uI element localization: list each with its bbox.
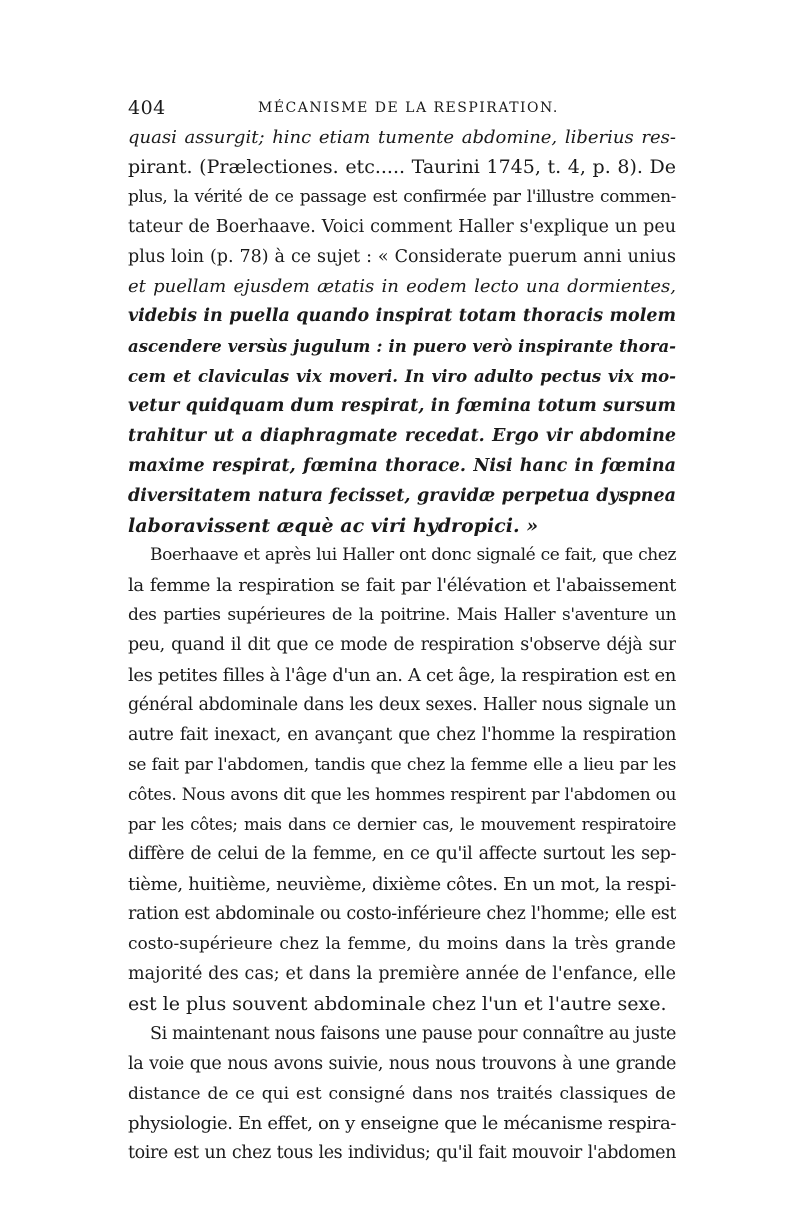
text-line: tième, huitième, neuvième, dixième côtes. En un mot, la respi- [128,874,676,896]
text-line: quasi assurgit; hinc etiam tumente abdomine, liberius res- [128,127,676,148]
text-line: tateur de Boerhaave. Voici comment Haller s'explique un peu [128,216,676,237]
text-line: et puellam ejusdem ætatis in eodem lecto una dormientes, [128,276,676,298]
text-line: des parties supérieures de la poitrine. Mais Haller s'aventure un [128,605,676,626]
text-line: distance de ce qui est consigné dans nos traités classiques de [128,1083,676,1104]
text-line: par les côtes; mais dans ce dernier cas, le mouvement respiratoire [128,815,676,835]
text-line: plus, la vérité de ce passage est confirmée par l'illustre commen- [128,186,676,207]
text-line: videbis in puella quando inspirat totam thoracis molem [128,306,676,327]
body-text [128,123,676,1169]
page-number: 404 [128,97,166,119]
text-line: majorité des cas; et dans la première année de l'enfance, elle [128,963,676,984]
text-line: Boerhaave et après lui Haller ont donc signalé ce fait, que chez [150,545,676,566]
text-line: costo-supérieure chez la femme, du moins dans la très grande [128,934,676,955]
text-line: est le plus souvent abdominale chez l'un et l'autre sexe. [128,992,667,1015]
text-line: autre fait inexact, en avançant que chez l'homme la respiration [128,724,676,745]
text-line: ascendere versùs jugulum : in puero verò inspirante thora- [128,337,676,357]
text-line: la voie que nous avons suivie, nous nous trouvons à une grande [128,1053,676,1074]
text-line: général abdominale dans les deux sexes. Haller nous signale un [128,694,676,715]
page-header [128,97,678,121]
text-line: peu, quand il dit que ce mode de respiration s'observe déjà sur [128,635,676,656]
text-line: côtes. Nous avons dit que les hommes respirent par l'abdomen ou [128,784,676,805]
text-line: diffère de celui de la femme, en ce qu'il affecte surtout les sep- [128,844,676,865]
text-line: diversitatem natura fecisset, gravidæ perpetua dyspnea [128,485,676,506]
text-line: plus loin (p. 78) à ce sujet : « Considerate puerum anni unius [128,246,676,267]
text-line: maxime respirat, fœmina thorace. Nisi hanc in fœmina [128,455,676,476]
text-line: se fait par l'abdomen, tandis que chez la femme elle a lieu par les [128,754,676,775]
text-line: laboravissent æquè ac viri hydropici. » [128,514,539,537]
text-line: la femme la respiration se fait par l'élévation et l'abaissement [128,575,676,597]
running-title: MÉCANISME DE LA RESPIRATION. [258,100,559,116]
text-line: cem et claviculas vix moveri. In viro adulto pectus vix mo- [128,367,676,387]
text-line: les petites filles à l'âge d'un an. A cet âge, la respiration est en [128,665,676,687]
text-line: toire est un chez tous les individus; qu'il fait mouvoir l'abdomen [128,1143,676,1164]
text-line: pirant. (Prælectiones. etc..... Taurini 1745, t. 4, p. 8). De [128,155,676,178]
text-line: physiologie. En effet, on y enseigne que le mécanisme respira- [128,1113,676,1135]
text-line: trahitur ut a diaphragmate recedat. Ergo vir abdomine [128,425,676,446]
text-line: Si maintenant nous faisons une pause pour connaître au juste [150,1023,676,1044]
text-line: vetur quidquam dum respirat, in fœmina totum sursum [128,396,676,417]
text-line: ration est abdominale ou costo-inférieure chez l'homme; elle est [128,904,676,925]
